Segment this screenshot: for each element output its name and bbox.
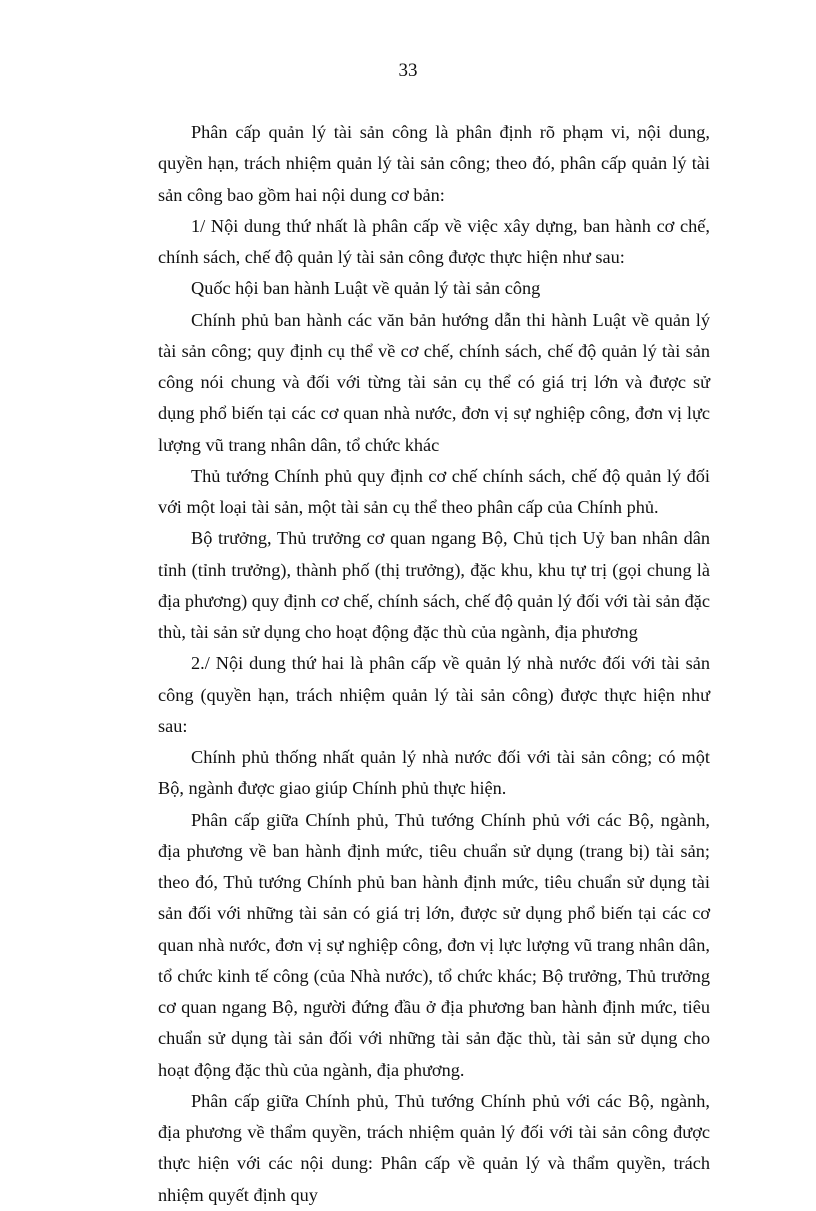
paragraph-authority: Phân cấp giữa Chính phủ, Thủ tướng Chính phủ với các Bộ, ngành, địa phương về thẩm quyền, trách nhiệm quản lý đối với tài sản công được thực hiện với các nội dung: Phân cấp về quản lý và thẩm quyền, trách nhiệm quyết định quy xyxy=(158,1090,710,1205)
page-number: 33 xyxy=(398,60,418,81)
paragraph-second-content: 2./ Nội dung thứ hai là phân cấp về quản lý nhà nước đối với tài sản công (quyền hạn, trách nhiệm quản lý tài sản công) được thực hiện như sau: xyxy=(158,653,710,736)
paragraph-definition: Phân cấp quản lý tài sản công là phân định rõ phạm vi, nội dung, quyền hạn, trách nhiệm quản lý tài sản công; theo đó, phân cấp quản lý tài sản công bao gồm hai nội dung cơ bản: xyxy=(158,122,710,205)
paragraph-ministers: Bộ trưởng, Thủ trưởng cơ quan ngang Bộ, Chủ tịch Uỷ ban nhân dân tỉnh (tỉnh trưởng), thành phố (thị trưởng), đặc khu, khu tự trị (gọi chung là địa phương) quy định cơ chế, chính sách, chế độ quản lý đối với tài sản đặc thù, tài sản sử dụng cho hoạt động đặc thù của ngành, địa phương xyxy=(158,528,710,642)
paragraph-government: Chính phủ ban hành các văn bản hướng dẫn thi hành Luật về quản lý tài sản công; quy định cụ thể về cơ chế, chính sách, chế độ quản lý tài sản công nói chung và đối với từng tài sản cụ thể có giá trị lớn và được sử dụng phổ biến tại các cơ quan nhà nước, đơn vị sự nghiệp công, đơn vị lực lượng vũ trang nhân dân, tổ chức khác xyxy=(158,309,710,455)
document-body xyxy=(158,117,710,1211)
paragraph-unified-management: Chính phủ thống nhất quản lý nhà nước đối với tài sản công; có một Bộ, ngành được giao giúp Chính phủ thực hiện. xyxy=(158,747,710,799)
paragraph-national-assembly: Quốc hội ban hành Luật về quản lý tài sản công xyxy=(191,278,541,299)
paragraph-norms-standards: Phân cấp giữa Chính phủ, Thủ tướng Chính phủ với các Bộ, ngành, địa phương về ban hành định mức, tiêu chuẩn sử dụng (trang bị) tài sản; theo đó, Thủ tướng Chính phủ ban hành định mức, tiêu chuẩn sử dụng tài sản đối với những tài sản có giá trị lớn, được sử dụng phổ biến tại các cơ quan nhà nước, đơn vị sự nghiệp công, đơn vị lực lượng vũ trang nhân dân, tổ chức kinh tế công (của Nhà nước), tổ chức khác; Bộ trưởng, Thủ trưởng cơ quan ngang Bộ, người đứng đầu ở địa phương ban hành định mức, tiêu chuẩn sử dụng tài sản đối với những tài sản đặc thù, tài sản sử dụng cho hoạt động đặc thù của ngành, địa phương. xyxy=(158,809,710,1080)
paragraph-prime-minister: Thủ tướng Chính phủ quy định cơ chế chính sách, chế độ quản lý đối với một loại tài sản, một tài sản cụ thể theo phân cấp của Chính phủ. xyxy=(158,465,710,517)
paragraph-first-content: 1/ Nội dung thứ nhất là phân cấp về việc xây dựng, ban hành cơ chế, chính sách, chế độ quản lý tài sản công được thực hiện như sau: xyxy=(158,215,710,267)
